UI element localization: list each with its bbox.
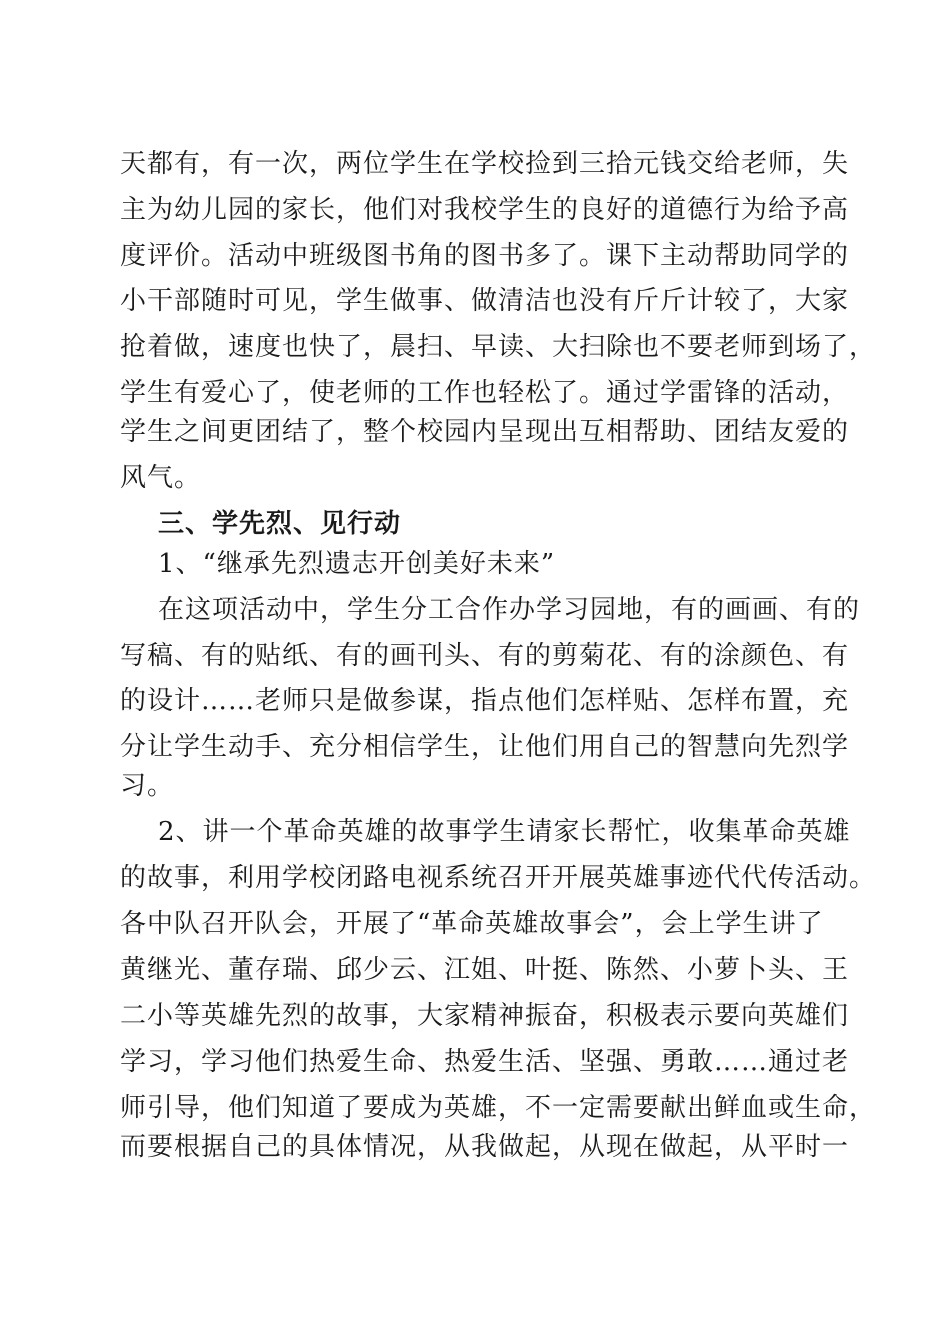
text-line: 各中队召开队会，开展了“革命英雄故事会”，会上学生讲了: [120, 909, 824, 939]
section-heading: 三、学先烈、见行动: [158, 509, 402, 539]
text-line: 写稿、有的贴纸、有的画刊头、有的剪菊花、有的涂颜色、有: [120, 641, 850, 671]
text-line: 习。: [120, 771, 175, 801]
text-line: 黄继光、董存瑞、邱少云、江姐、叶挺、陈然、小萝卜头、王: [120, 955, 850, 985]
text-line: 天都有，有一次，两位学生在学校捡到三拾元钱交给老师，失: [120, 149, 850, 179]
text-line: 的故事，利用学校闭路电视系统召开开展英雄事迹代代传活动。: [120, 863, 877, 893]
text-line: 学生有爱心了，使老师的工作也轻松了。通过学雷锋的活动，: [120, 378, 850, 408]
text-line: 在这项活动中，学生分工合作办学习园地，有的画画、有的: [158, 595, 861, 625]
text-line: 抢着做，速度也快了，晨扫、早读、大扫除也不要老师到场了，: [120, 332, 877, 362]
text-line: 师引导，他们知道了要成为英雄，不一定需要献出鲜血或生命，: [120, 1093, 877, 1123]
text-line: 风气。: [120, 463, 202, 493]
text-line: 的设计……老师只是做参谋，指点他们怎样贴、怎样布置，充: [120, 686, 850, 716]
text-line: 小干部随时可见，学生做事、做清洁也没有斤斤计较了，大家: [120, 286, 850, 316]
subsection-title: 1、“继承先烈遗志开创美好未来”: [158, 549, 556, 579]
text-line: 度评价。活动中班级图书角的图书多了。课下主动帮助同学的: [120, 241, 850, 271]
text-line: 2、讲一个革命英雄的故事学生请家长帮忙，收集革命英雄: [158, 817, 851, 847]
text-line: 学习，学习他们热爱生命、热爱生活、坚强、勇敢……通过老: [120, 1047, 850, 1077]
text-line: 学生之间更团结了，整个校园内呈现出互相帮助、团结友爱的: [120, 417, 850, 447]
text-line: 而要根据自己的具体情况，从我做起，从现在做起，从平时一: [120, 1132, 850, 1162]
text-line: 主为幼儿园的家长，他们对我校学生的良好的道德行为给予高: [120, 195, 850, 225]
text-line: 分让学生动手、充分相信学生，让他们用自己的智慧向先烈学: [120, 732, 850, 762]
text-line: 二小等英雄先烈的故事，大家精神振奋，积极表示要向英雄们: [120, 1001, 850, 1031]
